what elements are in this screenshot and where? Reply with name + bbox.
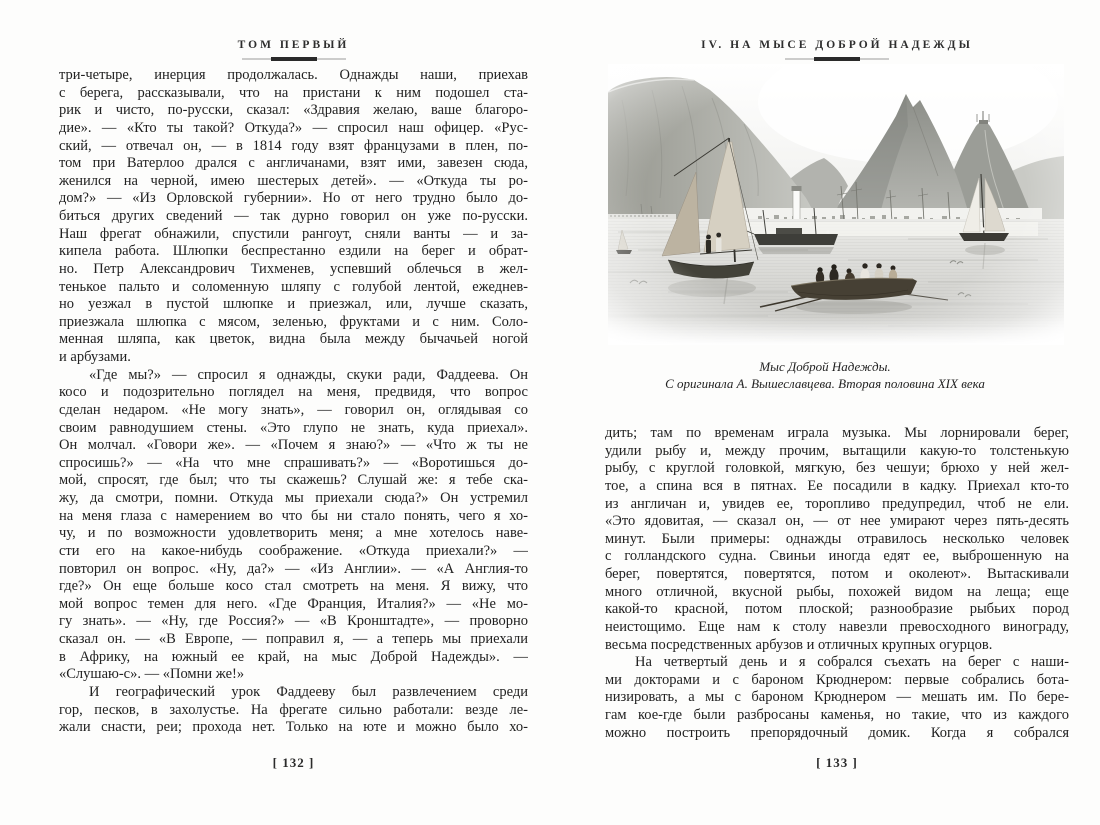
text-line: том при Ватерлоо дрался с англичанами, взят ими, завезен сюда, [59, 155, 528, 172]
page-right [605, 0, 1069, 825]
text-line: в Африку, на южный ее край, на мыс Доброй Надежды». — [59, 648, 528, 665]
text-line: ский, — отвечал он, — в 1814 году взят французами в плен, по- [59, 137, 528, 154]
left-page-text [59, 67, 528, 737]
text-line: биться других сведений — так дурно говорил он уже по-русски. [59, 208, 528, 224]
text-line: удили рыбу и, между прочим, вытащили какую-то толстенькую [605, 442, 1069, 459]
text-line: сти его на какое-нибудь соображение. «Откуда приехали?» — [59, 542, 528, 559]
text-line: дить; там по временам играла музыка. Мы лорнировали берег, [605, 425, 1069, 441]
text-line: чу, и по возможности удовлетворить меня; а мне хотелось наве- [59, 525, 528, 542]
text-line: гор, песков, в захолустье. На фрегате сильно работали: везде ле- [59, 701, 528, 718]
text-line: Он молчал. «Говори же». — «Почем я знаю?» — «Что ж ты не [59, 437, 528, 454]
text-line: неистощимо. Еще нам к столу навезли превосходного винограду, [605, 618, 1069, 635]
text-line: сказал он. — «В Европе, — поправил я, — а теперь мы приехали [59, 631, 528, 647]
text-line: жу, да смотри, помни. Откуда мы приехали сюда?» Он устремил [59, 490, 528, 506]
header-rule-left [242, 58, 346, 60]
text-line: сделан недаром. «Не могу знать», — говорил он, оглядывая со [59, 401, 528, 418]
figure-caption-line1: Мыс Доброй Надежды. [759, 359, 891, 374]
text-line: где?» Он еще больше косо стал смотреть на меня. Я вижу, что [59, 578, 528, 595]
text-line: три-четыре, инерция продолжалась. Однажды наши, приехав [59, 67, 528, 83]
text-line: «Слушаю-с». — «Помни же!» [59, 666, 245, 683]
text-line: на меня глаза с намерением во что бы ни стало понять, чего я хо- [59, 507, 528, 524]
text-line: На четвертый день и я собрался съехать на берег с наши- [635, 654, 1069, 671]
page-number-right: [ 133 ] [816, 755, 858, 770]
right-page-text [605, 425, 1069, 742]
text-line: гам кое-где были разбросаны каменья, но такие, что из каждого [605, 707, 1069, 723]
text-line: какой-то красной, потом плоской; разнообразие рыбьих пород [605, 601, 1069, 618]
text-line: весьма посредственных арбузов и отличных крупных огурцов. [605, 636, 993, 653]
text-line: тенькое пальто и соломенную шляпу с голубой лентой, ежеднев- [59, 278, 528, 295]
figure-caption [593, 358, 1057, 392]
text-line: минут. Были примеры: однажды отравилось несколько человек [605, 530, 1069, 547]
engraving-cape-of-good-hope [608, 64, 1064, 345]
text-line: можно построить препорядочный домик. Когда я собрался [605, 724, 1069, 741]
text-line: тое, а спина вся в пятнах. Ее посадили в кадку. Приехал кто-то [605, 477, 1069, 494]
text-line: мой, спросят, где был; что ты скажешь? Слушай же: я тебе ска- [59, 472, 528, 489]
text-line: И географический урок Фаддееву был развлечением среди [89, 683, 528, 700]
text-line: «Это ядовитая, — сказал он, — от нее умирают через пять-десять [605, 513, 1069, 530]
text-line: ми докторами и с бароном Крюднером: первые собрались бота- [605, 671, 1069, 688]
text-line: спросишь?» — «На что мне спрашивать?» — «Воротишься до- [59, 454, 528, 471]
figure-caption-line2: С оригинала А. Вышеславцева. Вторая половина XIX века [665, 376, 985, 391]
text-line: кипела работа. Шлюпки беспрестанно ездили на берег и обрат- [59, 243, 528, 260]
text-line: но уезжал в пустой шлюпке и приезжал, или, лучше сказать, [59, 296, 528, 313]
text-line: много отличной, вкусной рыбы, похожей видом на леща; еще [605, 583, 1069, 600]
text-line: гу знать». — «Ну, где Россия?» — «В Кронштадте», — проворно [59, 613, 528, 630]
text-line: и арбузами. [59, 349, 131, 365]
text-line: жали снасти, реи; прохода нет. Только на юте и можно было хо- [59, 719, 528, 736]
text-line: берег, повертятся, повертятся, потом и околеют». Вытаскивали [605, 566, 1069, 582]
header-rule-right [785, 58, 889, 60]
text-line: повторил он вопрос. «Ну, да?» — «Из Англии». — «А Англия-то [59, 560, 528, 577]
page-left [59, 0, 528, 825]
text-line: дом?» — «Из Орловской губернии». Но от него трудно было до- [59, 190, 528, 207]
text-line: с берега, рассказывали, что на пристани к ним подошел ста- [59, 84, 528, 101]
text-line: приезжала шлюпка с мясом, зеленью, фруктами и с ним. Соло- [59, 313, 528, 330]
text-line: из англичан и, увидев ее, торопливо предупредил, чтоб не ели. [605, 495, 1069, 512]
text-line: низировать, а мы с бароном Крюднером — мешать им. По бере- [605, 689, 1069, 706]
text-line: с голландского судна. Свиньи иногда едят ее, выброшенную на [605, 548, 1069, 565]
text-line: мой вопрос темен для него. «Где Франция, Италия?» — «Не мо- [59, 595, 528, 612]
text-line: дие». — «Кто ты такой? Откуда?» — спросил наш офицер. «Рус- [59, 119, 528, 136]
text-line: менная шляпа, как цветок, видна была между бычачьей ногой [59, 331, 528, 348]
text-line: своим равнодушием стены. «Это глупо не знать, куда приехал». [59, 419, 528, 436]
text-line: рыбу, с круглой головкой, мягкую, без чешуи; брюхо у ней жел- [605, 460, 1069, 477]
running-head-left: ТОМ ПЕРВЫЙ [237, 39, 350, 51]
text-line: «Где мы?» — спросил я однажды, скуки ради, Фаддеева. Он [89, 366, 528, 383]
running-head-right: IV. НА МЫСЕ ДОБРОЙ НАДЕЖДЫ [701, 39, 973, 51]
text-line: женился на черной, имею шестерых детей». — «Откуда ты ро- [59, 172, 528, 189]
text-line: рик и чисто, по-русски, сказал: «Здравия желаю, ваше благоро- [59, 102, 528, 119]
page-number-left: [ 132 ] [272, 755, 315, 770]
text-line: косо и подозрительно поглядел на меня, предвидя, что вопрос [59, 384, 528, 401]
text-line: Наш фрегат обнажили, спустили рангоут, сняли ванты — и за- [59, 225, 528, 242]
text-line: но. Петр Александрович Тихменев, успевший облечься в жел- [59, 260, 528, 277]
